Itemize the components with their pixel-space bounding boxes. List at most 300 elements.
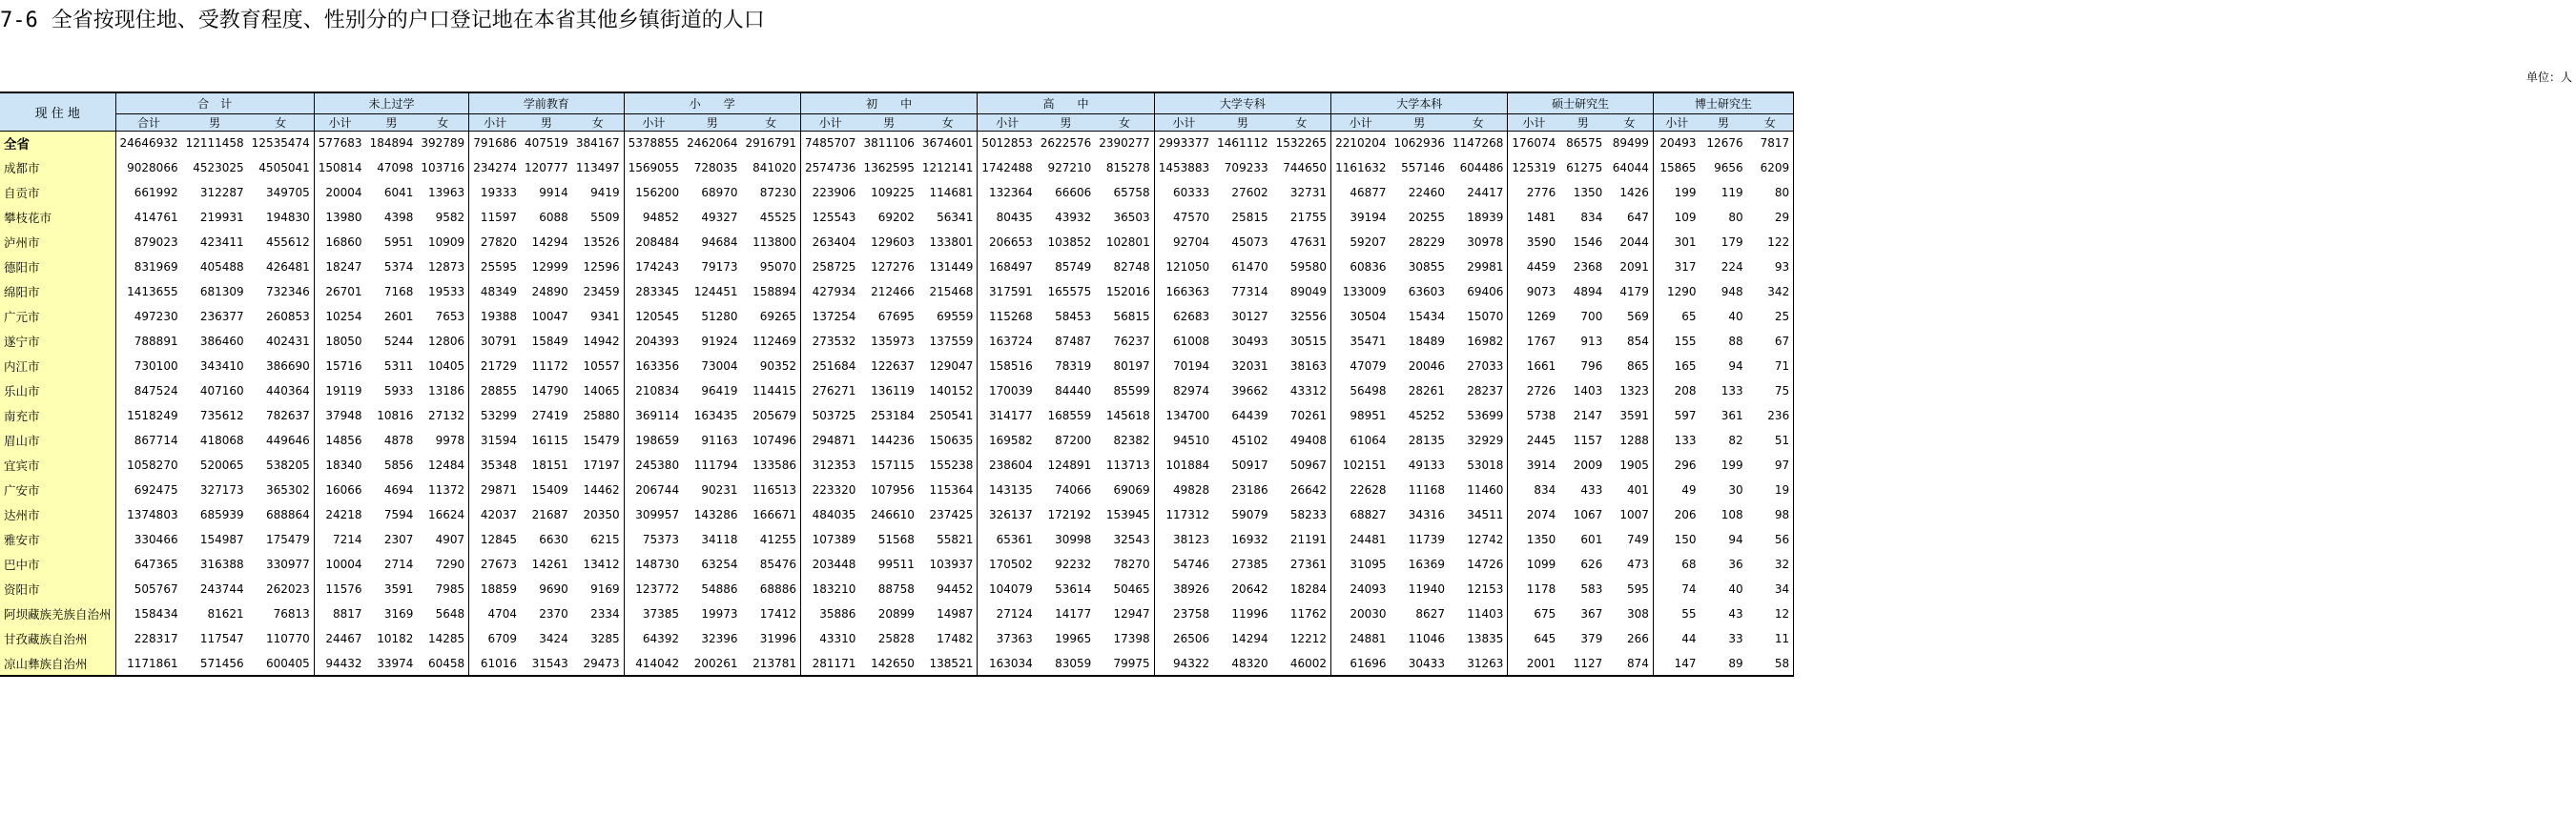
header-sub: 小计 — [314, 113, 365, 131]
table-cell: 9914 — [539, 186, 568, 199]
table-cell: 343410 — [199, 359, 244, 373]
table-cell: 10254 — [325, 310, 362, 323]
table-cell: 69265 — [742, 304, 801, 329]
table-cell: 51568 — [877, 533, 915, 546]
table-cell: 122637 — [871, 359, 915, 373]
table-cell: 316388 — [199, 558, 244, 571]
table-cell: 31594 — [480, 434, 517, 447]
table-cell: 626 — [1580, 558, 1603, 571]
table-cell: 30791 — [480, 335, 517, 348]
table-cell: 19388 — [480, 310, 517, 323]
table-cell: 71 — [1747, 354, 1794, 378]
header-sub: 男 — [1391, 113, 1449, 131]
table-cell: 59079 — [1231, 508, 1268, 521]
table-cell: 203448 — [812, 558, 856, 571]
region-name: 内江市 — [0, 354, 115, 378]
table-cell: 137559 — [918, 329, 978, 354]
table-cell: 17482 — [918, 626, 978, 651]
table-cell: 796 — [1580, 359, 1603, 373]
table-cell: 4179 — [1606, 279, 1653, 304]
table-cell: 50465 — [1095, 577, 1154, 602]
table-cell: 557146 — [1401, 161, 1445, 174]
table-cell: 44 — [1681, 632, 1697, 645]
table-cell: 121050 — [1165, 260, 1210, 274]
table-cell: 23186 — [1231, 483, 1268, 497]
region-name: 资阳市 — [0, 577, 115, 602]
table-row — [0, 230, 1794, 255]
header-sub: 小计 — [624, 113, 683, 131]
table-cell: 144236 — [871, 434, 915, 447]
region-name: 乐山市 — [0, 378, 115, 403]
table-cell: 19333 — [480, 186, 517, 199]
table-cell: 43932 — [1055, 211, 1092, 224]
header-sub: 女 — [1095, 113, 1154, 131]
table-cell: 129047 — [918, 354, 978, 378]
header-group: 大学本科 — [1331, 92, 1508, 113]
table-cell: 79173 — [701, 260, 738, 274]
table-cell: 1157 — [1573, 434, 1603, 447]
table-cell: 208484 — [635, 235, 680, 249]
table-cell: 2622576 — [1040, 136, 1092, 151]
header-sub: 女 — [1747, 113, 1794, 131]
table-cell: 60836 — [1350, 260, 1387, 274]
table-row — [0, 180, 1794, 205]
table-cell: 13980 — [325, 211, 362, 224]
table-cell: 645 — [1534, 632, 1556, 645]
table-cell: 407519 — [525, 136, 568, 151]
table-cell: 54886 — [701, 582, 738, 596]
table-cell: 24417 — [1449, 180, 1508, 205]
table-cell: 25595 — [480, 260, 517, 274]
table-cell: 2334 — [572, 602, 624, 626]
table-cell: 92704 — [1172, 235, 1210, 249]
table-cell: 2210204 — [1335, 136, 1387, 151]
table-cell: 3591 — [383, 582, 414, 596]
table-cell: 63603 — [1408, 285, 1445, 298]
table-cell: 14177 — [1055, 607, 1092, 621]
table-cell: 98951 — [1350, 409, 1387, 422]
table-cell: 7817 — [1747, 131, 1794, 155]
table-cell: 688864 — [248, 502, 315, 527]
table-cell: 1161632 — [1335, 161, 1387, 174]
table-cell: 854 — [1606, 329, 1653, 354]
table-cell: 204393 — [635, 335, 680, 348]
table-cell: 2368 — [1573, 260, 1603, 274]
table-cell: 94852 — [642, 211, 680, 224]
table-cell: 68970 — [701, 186, 738, 199]
table-cell: 89049 — [1272, 279, 1331, 304]
header-sub: 男 — [366, 113, 418, 131]
table-cell: 4459 — [1526, 260, 1556, 274]
region-name: 德阳市 — [0, 255, 115, 279]
table-cell: 165 — [1674, 359, 1697, 373]
table-cell: 3591 — [1606, 403, 1653, 428]
table-cell: 14726 — [1449, 552, 1508, 577]
table-cell: 65 — [1681, 310, 1697, 323]
table-cell: 74 — [1681, 582, 1697, 596]
table-cell: 28855 — [480, 384, 517, 398]
table-cell: 40 — [1728, 310, 1743, 323]
table-cell: 46002 — [1272, 651, 1331, 676]
table-cell: 103852 — [1047, 235, 1092, 249]
table-cell: 89499 — [1606, 131, 1653, 155]
table-cell: 210834 — [635, 384, 680, 398]
table-cell: 12845 — [480, 533, 517, 546]
table-cell: 85599 — [1095, 378, 1154, 403]
table-cell: 117312 — [1165, 508, 1210, 521]
table-cell: 140152 — [918, 378, 978, 403]
table-cell: 520065 — [199, 459, 244, 472]
table-cell: 224 — [1721, 260, 1743, 274]
header-sub: 男 — [1700, 113, 1747, 131]
region-name: 甘孜藏族自治州 — [0, 626, 115, 651]
table-cell: 7290 — [417, 552, 468, 577]
table-cell: 150635 — [918, 428, 978, 453]
table-cell: 84440 — [1055, 384, 1092, 398]
table-cell: 10004 — [325, 558, 362, 571]
table-cell: 484035 — [812, 508, 856, 521]
table-cell: 153945 — [1095, 502, 1154, 527]
region-name: 广安市 — [0, 478, 115, 502]
table-cell: 365302 — [248, 478, 315, 502]
table-cell: 266 — [1606, 626, 1653, 651]
table-cell: 37948 — [325, 409, 362, 422]
table-cell: 108 — [1721, 508, 1743, 521]
table-cell: 25828 — [877, 632, 915, 645]
header-row-sub — [0, 113, 1794, 131]
header-group: 学前教育 — [469, 92, 624, 113]
table-cell: 253184 — [871, 409, 915, 422]
table-cell: 56498 — [1350, 384, 1387, 398]
table-cell: 1099 — [1526, 558, 1556, 571]
table-cell: 11940 — [1408, 582, 1445, 596]
table-cell: 62683 — [1172, 310, 1210, 323]
table-cell: 2601 — [383, 310, 414, 323]
table-cell: 223906 — [812, 186, 856, 199]
table-cell: 11576 — [325, 582, 362, 596]
table-cell: 262023 — [248, 577, 315, 602]
table-cell: 327173 — [199, 483, 244, 497]
table-cell: 142650 — [859, 651, 917, 676]
table-cell: 23758 — [1172, 607, 1210, 621]
table-cell: 215468 — [918, 279, 978, 304]
table-row — [0, 403, 1794, 428]
table-cell: 19965 — [1055, 632, 1092, 645]
table-cell: 312353 — [812, 459, 856, 472]
table-cell: 744650 — [1272, 155, 1331, 180]
table-cell: 15479 — [572, 428, 624, 453]
table-cell: 114415 — [742, 378, 801, 403]
table-cell: 7485707 — [804, 136, 856, 151]
table-cell: 20493 — [1659, 136, 1697, 151]
table-cell: 89 — [1700, 651, 1747, 676]
table-cell: 145618 — [1095, 403, 1154, 428]
table-cell: 56 — [1747, 527, 1794, 552]
table-cell: 1403 — [1573, 384, 1603, 398]
table-number: 7-6 — [0, 9, 38, 32]
table-cell: 77314 — [1231, 285, 1268, 298]
table-cell: 63254 — [701, 558, 738, 571]
table-cell: 43 — [1728, 607, 1743, 621]
table-cell: 29981 — [1449, 255, 1508, 279]
table-cell: 138521 — [918, 651, 978, 676]
table-cell: 26506 — [1172, 632, 1210, 645]
table-cell: 14856 — [325, 434, 362, 447]
table-cell: 21729 — [480, 359, 517, 373]
table-cell: 75 — [1747, 378, 1794, 403]
table-cell: 90352 — [742, 354, 801, 378]
table-cell: 16066 — [325, 483, 362, 497]
table-cell: 4907 — [417, 527, 468, 552]
table-cell: 283345 — [635, 285, 680, 298]
table-cell: 9978 — [417, 428, 468, 453]
table-cell: 69559 — [918, 304, 978, 329]
table-cell: 78270 — [1095, 552, 1154, 577]
table-cell: 7594 — [383, 508, 414, 521]
table-cell: 125543 — [812, 211, 856, 224]
table-cell: 2993377 — [1158, 136, 1210, 151]
table-cell: 11 — [1747, 626, 1794, 651]
table-cell: 184894 — [369, 136, 414, 151]
table-cell: 59580 — [1272, 255, 1331, 279]
table-cell: 788891 — [134, 335, 178, 348]
table-cell: 18247 — [325, 260, 362, 274]
table-cell: 14294 — [531, 235, 568, 249]
table-cell: 27033 — [1449, 354, 1508, 378]
table-cell: 2074 — [1526, 508, 1556, 521]
header-group: 硕士研究生 — [1508, 92, 1654, 113]
header-sub: 女 — [572, 113, 624, 131]
table-row — [0, 279, 1794, 304]
table-cell: 14261 — [531, 558, 568, 571]
region-name: 全省 — [0, 131, 115, 155]
table-cell: 2044 — [1606, 230, 1653, 255]
table-cell: 1058270 — [127, 459, 178, 472]
header-sub: 小计 — [1653, 113, 1700, 131]
table-cell: 1481 — [1526, 211, 1556, 224]
table-row — [0, 155, 1794, 180]
table-cell: 18151 — [531, 459, 568, 472]
table-cell: 13526 — [572, 230, 624, 255]
table-cell: 571456 — [182, 651, 248, 676]
table-cell: 732346 — [248, 279, 315, 304]
table-cell: 43310 — [819, 632, 856, 645]
table-cell: 5311 — [383, 359, 414, 373]
table-cell: 55 — [1681, 607, 1697, 621]
table-cell: 9028066 — [127, 161, 178, 174]
table-cell: 15865 — [1659, 161, 1697, 174]
table-cell: 85749 — [1055, 260, 1092, 274]
table-cell: 13963 — [417, 180, 468, 205]
region-name: 成都市 — [0, 155, 115, 180]
header-group: 大学专科 — [1154, 92, 1330, 113]
header-sub: 女 — [742, 113, 801, 131]
table-cell: 76237 — [1095, 329, 1154, 354]
table-cell: 497230 — [134, 310, 178, 323]
table-cell: 12596 — [572, 255, 624, 279]
table-cell: 12873 — [417, 255, 468, 279]
table-cell: 127276 — [871, 260, 915, 274]
table-cell: 17412 — [742, 602, 801, 626]
region-name: 泸州市 — [0, 230, 115, 255]
table-cell: 45525 — [742, 205, 801, 230]
table-cell: 32731 — [1272, 180, 1331, 205]
table-cell: 604486 — [1449, 155, 1508, 180]
table-cell: 158434 — [134, 607, 178, 621]
table-cell: 35886 — [819, 607, 856, 621]
table-cell: 1178 — [1526, 582, 1556, 596]
table-cell: 147 — [1653, 651, 1700, 676]
header-residence: 现 住 地 — [0, 92, 115, 131]
table-cell: 67695 — [877, 310, 915, 323]
table-cell: 213781 — [742, 651, 801, 676]
table-cell: 19973 — [701, 607, 738, 621]
table-cell: 169582 — [988, 434, 1033, 447]
table-cell: 12947 — [1095, 602, 1154, 626]
table-cell: 199 — [1721, 459, 1743, 472]
table-cell: 13412 — [572, 552, 624, 577]
table-cell: 26642 — [1272, 478, 1331, 502]
table-cell: 24467 — [325, 632, 362, 645]
table-cell: 40 — [1728, 582, 1743, 596]
table-cell: 35348 — [480, 459, 517, 472]
table-cell: 43312 — [1272, 378, 1331, 403]
table-cell: 379 — [1580, 632, 1603, 645]
table-cell: 48349 — [480, 285, 517, 298]
table-cell: 120777 — [525, 161, 568, 174]
table-cell: 251684 — [812, 359, 856, 373]
table-cell: 56815 — [1095, 304, 1154, 329]
table-cell: 91924 — [701, 335, 738, 348]
table-cell: 9656 — [1714, 161, 1743, 174]
table-cell: 1007 — [1606, 502, 1653, 527]
table-cell: 12806 — [417, 329, 468, 354]
table-cell: 36 — [1728, 558, 1743, 571]
table-cell: 14790 — [531, 384, 568, 398]
table-cell: 1212141 — [918, 155, 978, 180]
header-sub: 男 — [182, 113, 248, 131]
table-cell: 326137 — [988, 508, 1033, 521]
table-cell: 1290 — [1666, 285, 1697, 298]
table-cell: 386690 — [248, 354, 315, 378]
table-cell: 124451 — [693, 285, 738, 298]
table-cell: 49828 — [1172, 483, 1210, 497]
table-cell: 166671 — [742, 502, 801, 527]
table-cell: 2370 — [539, 607, 568, 621]
table-cell: 735612 — [199, 409, 244, 422]
table-cell: 47631 — [1272, 230, 1331, 255]
table-cell: 80197 — [1095, 354, 1154, 378]
table-cell: 122 — [1747, 230, 1794, 255]
table-cell: 317591 — [988, 285, 1033, 298]
table-cell: 26701 — [325, 285, 362, 298]
header-group: 未上过学 — [314, 92, 468, 113]
table-cell: 80435 — [996, 211, 1033, 224]
table-cell: 97 — [1747, 453, 1794, 478]
table-cell: 158894 — [742, 279, 801, 304]
header-sub: 男 — [1213, 113, 1271, 131]
table-cell: 361 — [1721, 409, 1743, 422]
table-cell: 103716 — [417, 155, 468, 180]
table-cell: 308 — [1606, 602, 1653, 626]
table-cell: 78319 — [1055, 359, 1092, 373]
table-cell: 5509 — [572, 205, 624, 230]
table-cell: 20046 — [1408, 359, 1445, 373]
table-cell: 1362595 — [863, 161, 915, 174]
table-cell: 19533 — [417, 279, 468, 304]
table-cell: 41255 — [742, 527, 801, 552]
table-row — [0, 478, 1794, 502]
table-cell: 136119 — [871, 384, 915, 398]
table-cell: 183210 — [812, 582, 856, 596]
table-cell: 115364 — [918, 478, 978, 502]
table-cell: 174243 — [635, 260, 680, 274]
table-cell: 70194 — [1172, 359, 1210, 373]
table-cell: 168497 — [988, 260, 1033, 274]
table-cell: 133586 — [742, 453, 801, 478]
table-cell: 1569055 — [628, 161, 680, 174]
table-cell: 134700 — [1165, 409, 1210, 422]
table-row — [0, 527, 1794, 552]
table-cell: 120545 — [635, 310, 680, 323]
table-cell: 32 — [1747, 552, 1794, 577]
table-cell: 47098 — [377, 161, 414, 174]
region-name: 遂宁市 — [0, 329, 115, 354]
table-cell: 6215 — [572, 527, 624, 552]
table-cell: 2445 — [1526, 434, 1556, 447]
table-cell: 12212 — [1272, 626, 1331, 651]
table-cell: 31543 — [521, 651, 572, 676]
header-sub: 男 — [683, 113, 741, 131]
table-row — [0, 577, 1794, 602]
table-cell: 10405 — [417, 354, 468, 378]
region-name: 自贡市 — [0, 180, 115, 205]
table-cell: 32929 — [1449, 428, 1508, 453]
table-cell: 20004 — [325, 186, 362, 199]
table-cell: 96419 — [701, 384, 738, 398]
table-cell: 2307 — [383, 533, 414, 546]
table-cell: 124891 — [1047, 459, 1092, 472]
table-cell: 47079 — [1350, 359, 1387, 373]
table-cell: 301 — [1674, 235, 1697, 249]
table-cell: 12153 — [1449, 577, 1508, 602]
table-cell: 22460 — [1408, 186, 1445, 199]
table-cell: 32031 — [1231, 359, 1268, 373]
table-cell: 51 — [1747, 428, 1794, 453]
table-cell: 23459 — [572, 279, 624, 304]
header-sub: 男 — [521, 113, 572, 131]
table-cell: 879023 — [134, 235, 178, 249]
table-cell: 170039 — [988, 384, 1033, 398]
table-cell: 791686 — [473, 136, 517, 151]
table-cell: 32556 — [1272, 304, 1331, 329]
table-cell: 29473 — [572, 651, 624, 676]
table-cell: 47570 — [1172, 211, 1210, 224]
table-cell: 228317 — [134, 632, 178, 645]
table-cell: 11996 — [1231, 607, 1268, 621]
table-cell: 208 — [1674, 384, 1697, 398]
table-cell: 27361 — [1272, 552, 1331, 577]
table-cell: 414042 — [624, 651, 683, 676]
table-cell: 38163 — [1272, 354, 1331, 378]
table-cell: 2009 — [1573, 459, 1603, 472]
table-cell: 1518249 — [127, 409, 178, 422]
header-group: 合 计 — [115, 92, 314, 113]
table-cell: 59207 — [1350, 235, 1387, 249]
table-cell: 113800 — [742, 230, 801, 255]
table-cell: 402431 — [248, 329, 315, 354]
table-cell: 5951 — [383, 235, 414, 249]
